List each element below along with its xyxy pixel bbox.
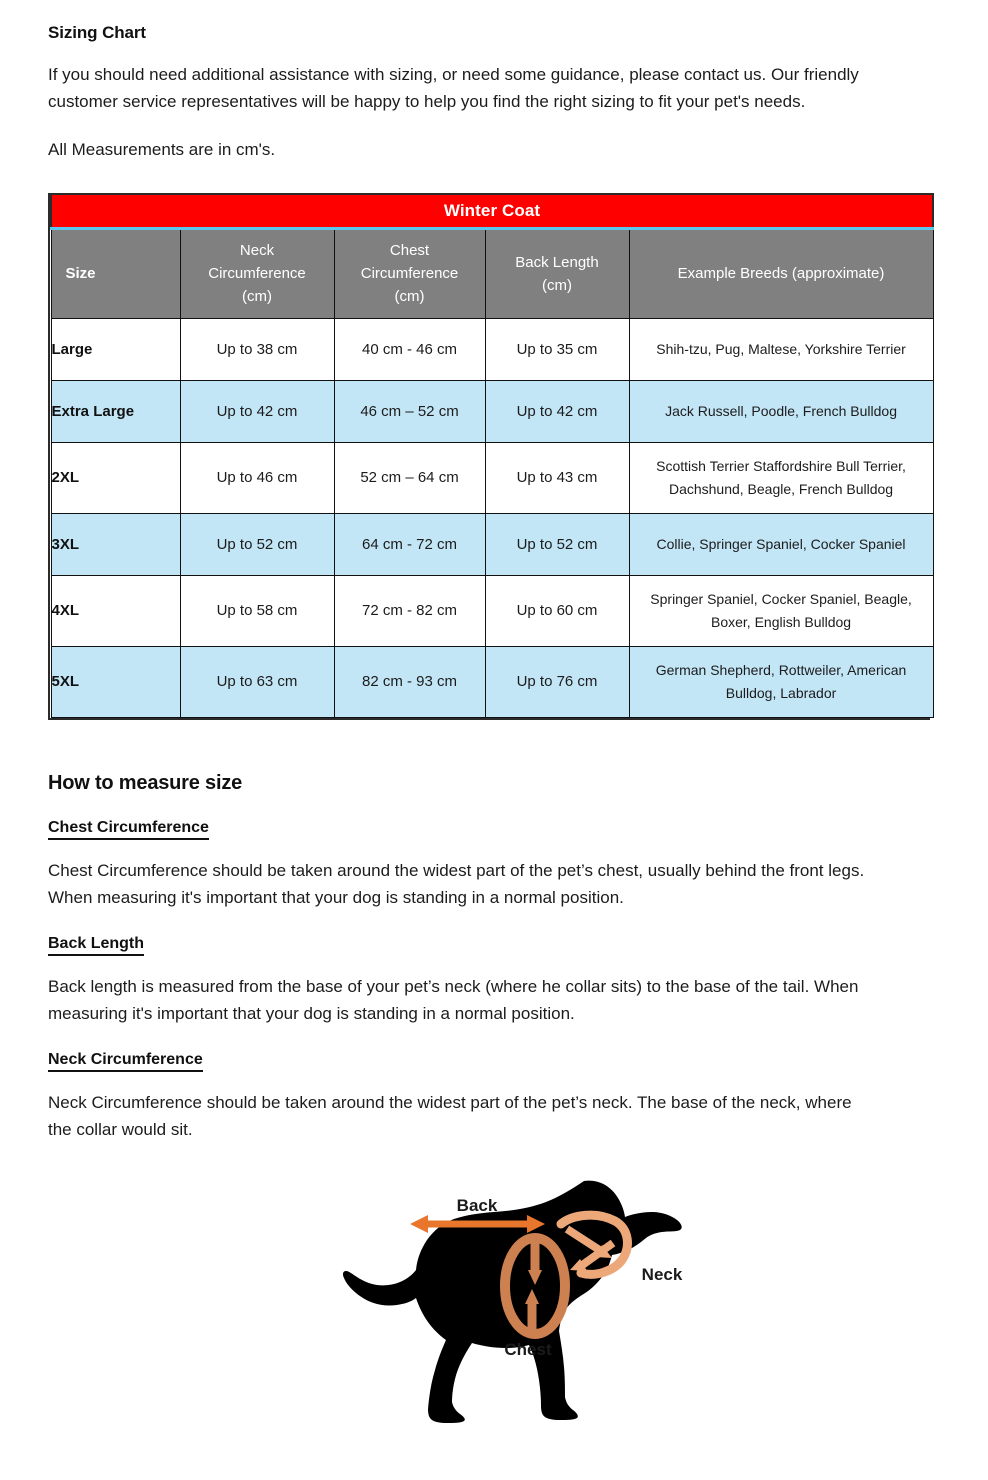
how-to-measure-heading: How to measure size [48,771,243,794]
column-header-chest-line3: (cm) [394,288,425,305]
cell-neck: Up to 63 cm [180,646,334,717]
table-row [51,380,933,442]
column-header-back-line2: (cm) [542,276,572,294]
cell-size: Large [51,318,180,380]
sizing-table [50,193,934,718]
cell-chest: 82 cm - 93 cm [334,646,485,717]
page-title: Sizing Chart [48,23,146,42]
table-title: Winter Coat [51,194,933,228]
cell-chest: 52 cm – 64 cm [334,442,485,513]
subheading-chest-circumference: Chest Circumference [48,795,209,840]
cell-size: 5XL [51,646,180,717]
cell-chest: 64 cm - 72 cm [334,513,485,575]
cell-chest: 72 cm - 82 cm [334,575,485,646]
table-row [51,442,933,513]
intro-paragraph: If you should need additional assistance with sizing, or need some guidance, please contact us. Our friendly customer service representatives will be happy to help you find the right sizing to fit your pet's needs. [48,65,859,111]
cell-back: Up to 43 cm [485,442,629,513]
table-title-row [51,194,933,228]
column-header-back-length [485,228,629,318]
column-header-size-label: Size [65,265,96,282]
dog-measurement-diagram [48,1167,940,1437]
table-row [51,646,933,717]
neck-subheading-wrap [48,1027,940,1072]
column-header-size [51,228,180,318]
cell-neck: Up to 58 cm [180,575,334,646]
cell-breeds: German Shepherd, Rottweiler, American Bulldog, Labrador [629,646,933,717]
column-header-neck [180,228,334,318]
column-header-back-line1: Back Length [515,253,599,271]
subheading-back-length: Back Length [48,911,144,956]
table-row [51,575,933,646]
subheading-neck-circumference: Neck Circumference [48,1027,203,1072]
paragraph-back-length: Back length is measured from the base of your pet’s neck (where he collar sits) to the base of the tail. When measuring it's important that your dog is standing in a normal position. [48,976,859,1023]
cell-neck: Up to 46 cm [180,442,334,513]
cell-size: 3XL [51,513,180,575]
diagram-label-chest: Chest [504,1339,552,1359]
cell-chest: 40 cm - 46 cm [334,318,485,380]
diagram-label-back: Back [456,1195,498,1215]
sizing-table-container [48,193,930,720]
cell-neck: Up to 52 cm [180,513,334,575]
cell-breeds: Scottish Terrier Staffordshire Bull Terrier, Dachshund, Beagle, French Bulldog [629,442,933,513]
chest-subheading-wrap [48,795,940,840]
cell-size: 4XL [51,575,180,646]
table-row [51,318,933,380]
paragraph-neck-circumference: Neck Circumference should be taken around the widest part of the pet’s neck. The base of the neck, where the collar would sit. [48,1092,852,1139]
column-header-neck-line3: (cm) [242,288,272,305]
table-row [51,513,933,575]
cell-neck: Up to 42 cm [180,380,334,442]
cell-back: Up to 42 cm [485,380,629,442]
column-header-neck-line1: Neck [239,242,275,259]
units-note: All Measurements are in cm's. [48,140,276,159]
cell-back: Up to 76 cm [485,646,629,717]
cell-back: Up to 35 cm [485,318,629,380]
column-header-breeds [629,228,933,318]
cell-size: 2XL [51,442,180,513]
table-header-row [51,228,933,318]
dog-silhouette-icon [343,1180,682,1422]
diagram-label-neck: Neck [641,1264,683,1284]
column-header-neck-line2: Circumference [208,265,306,282]
column-header-chest [334,228,485,318]
column-header-chest-line2: Circumference [360,265,459,282]
cell-chest: 46 cm – 52 cm [334,380,485,442]
column-header-breeds-label: Example Breeds (approximate) [677,265,885,282]
cell-breeds: Collie, Springer Spaniel, Cocker Spaniel [629,513,933,575]
cell-neck: Up to 38 cm [180,318,334,380]
paragraph-chest-circumference: Chest Circumference should be taken around the widest part of the pet’s chest, usually behind the front legs. When measuring it's important that your dog is standing in a normal position. [48,860,865,907]
back-subheading-wrap [48,911,940,956]
cell-back: Up to 52 cm [485,513,629,575]
cell-back: Up to 60 cm [485,575,629,646]
cell-breeds: Springer Spaniel, Cocker Spaniel, Beagle, Boxer, English Bulldog [629,575,933,646]
cell-size: Extra Large [51,380,180,442]
column-header-chest-line1: Chest [389,242,430,259]
dog-diagram-svg [284,1167,704,1437]
cell-breeds: Jack Russell, Poodle, French Bulldog [629,380,933,442]
cell-breeds: Shih-tzu, Pug, Maltese, Yorkshire Terrier [629,318,933,380]
